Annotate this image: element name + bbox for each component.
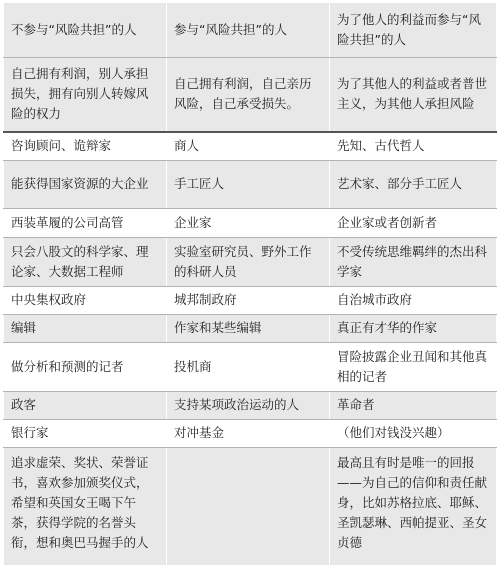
table-cell: 对冲基金: [167, 419, 330, 447]
table-cell: 作家和某些编辑: [167, 314, 330, 342]
table-cell: 实验室研究员、野外工作的科研人员: [167, 237, 330, 286]
table-row: [4, 314, 497, 342]
table-row: [4, 286, 497, 314]
table-cell: 咨询顾问、诡辩家: [4, 132, 167, 160]
table-cell: 艺术家、部分手工匠人: [330, 160, 497, 208]
table-row: [4, 132, 497, 160]
table-cell: 投机商: [167, 342, 330, 391]
comparison-table: [3, 3, 497, 565]
table-cell: 自己拥有利润，自己亲历风险，自己承受损失。: [167, 57, 330, 132]
table-row: [4, 160, 497, 208]
table-cell: 企业家或者创新者: [330, 208, 497, 237]
table-row: [4, 208, 497, 237]
table-cell: 最高且有时是唯一的回报——为自己的信仰和责任献身，比如苏格拉底、耶稣、圣凯瑟琳、西帕提亚、圣女贞德: [330, 447, 497, 565]
table-cell: 追求虚荣、奖状、荣誉证书，喜欢参加颁奖仪式，希望和英国女王喝下午茶，获得学院的名誉头衔，想和奥巴马握手的人: [4, 447, 167, 565]
table-cell: 只会八股文的科学家、理论家、大数据工程师: [4, 237, 167, 286]
table-cell: 能获得国家资源的大企业: [4, 160, 167, 208]
table-row: [4, 447, 497, 565]
table-cell: 西装革履的公司高管: [4, 208, 167, 237]
header-cell-skin-in-game-for-others: 为了他人的利益而参与“风险共担”的人: [330, 3, 497, 57]
table-cell: 编辑: [4, 314, 167, 342]
table-header-row: [4, 3, 497, 57]
table-cell: 手工匠人: [167, 160, 330, 208]
table-cell: 不受传统思维羁绊的杰出科学家: [330, 237, 497, 286]
table-cell: 自治城市政府: [330, 286, 497, 314]
table-cell: 为了其他人的利益或者普世主义，为其他人承担风险: [330, 57, 497, 132]
table-row-definition: [4, 57, 497, 132]
header-cell-skin-in-game: 参与“风险共担”的人: [167, 3, 330, 57]
table-row: [4, 391, 497, 419]
table-cell: 中央集权政府: [4, 286, 167, 314]
table-cell: 银行家: [4, 419, 167, 447]
table-cell: 先知、古代哲人: [330, 132, 497, 160]
header-cell-no-skin-in-game: 不参与“风险共担”的人: [4, 3, 167, 57]
table-cell: 企业家: [167, 208, 330, 237]
table-row: [4, 342, 497, 391]
table-row: [4, 419, 497, 447]
table-cell: （他们对钱没兴趣）: [330, 419, 497, 447]
table-row: [4, 237, 497, 286]
table-cell: 城邦制政府: [167, 286, 330, 314]
table-cell-empty: [167, 447, 330, 565]
table-cell: 自己拥有利润，别人承担损失，拥有向别人转嫁风险的权力: [4, 57, 167, 132]
table-cell: 商人: [167, 132, 330, 160]
table-cell: 冒险披露企业丑闻和其他真相的记者: [330, 342, 497, 391]
table-cell: 革命者: [330, 391, 497, 419]
table-cell: 支持某项政治运动的人: [167, 391, 330, 419]
table-cell: 政客: [4, 391, 167, 419]
table-cell: 做分析和预测的记者: [4, 342, 167, 391]
table-cell: 真正有才华的作家: [330, 314, 497, 342]
